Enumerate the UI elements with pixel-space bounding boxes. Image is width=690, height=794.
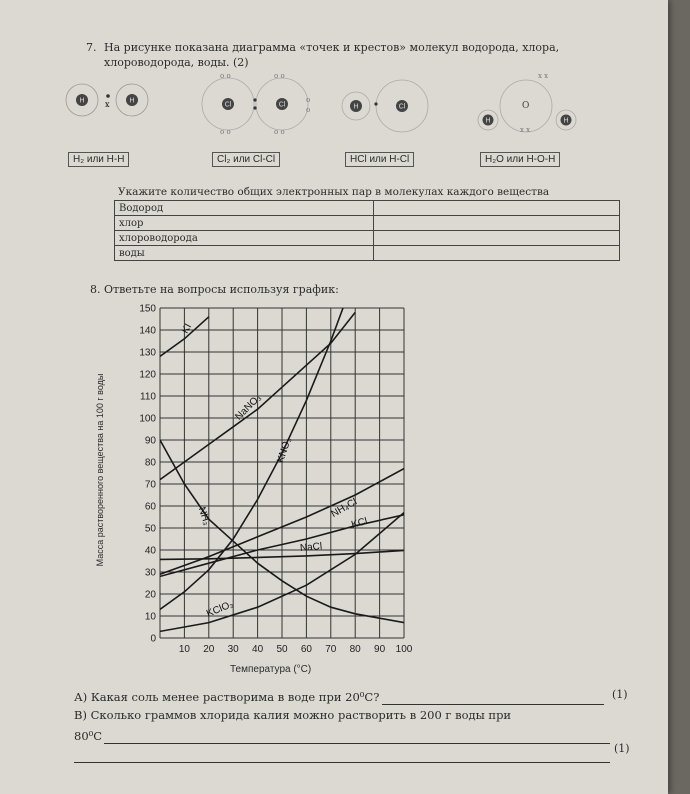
x-tick-label: 10 — [178, 644, 190, 655]
question-7-number: 7. — [86, 41, 97, 54]
x-tick-label: 70 — [325, 644, 337, 655]
y-tick-label: 90 — [144, 435, 156, 447]
solubility-chart — [110, 298, 413, 655]
cl-atom: Cl — [398, 103, 406, 111]
answer-cell[interactable] — [374, 201, 620, 216]
x-tick-label: 80 — [349, 644, 361, 655]
svg-text:x: x — [105, 100, 110, 109]
answer-line-a[interactable] — [382, 704, 604, 705]
h2o-diagram — [478, 72, 576, 134]
series-label: NaCl — [299, 541, 323, 554]
svg-text:x x: x x — [520, 126, 531, 134]
svg-text:o o: o o — [220, 128, 231, 136]
h-atom: H — [485, 117, 491, 125]
question-7 — [86, 40, 574, 70]
y-tick-label: 50 — [144, 523, 156, 535]
svg-text:o o: o o — [220, 72, 231, 80]
x-tick-label: 100 — [395, 644, 413, 655]
formula-cl2: Cl₂ или Cl-Cl — [212, 152, 280, 167]
y-tick-label: 120 — [139, 369, 156, 381]
h-atom: H — [353, 103, 359, 111]
answer-line-b2[interactable] — [74, 762, 610, 763]
answer-cell[interactable] — [374, 216, 620, 231]
question-8a: А) Какая соль менее растворима в воде при 20⁰С? — [74, 690, 380, 704]
cl2-diagram — [202, 72, 310, 136]
row-label: воды — [115, 246, 374, 261]
row-label: хлор — [115, 216, 374, 231]
y-tick-label: 110 — [140, 391, 156, 403]
cl-atom: Cl — [224, 101, 232, 109]
svg-text:o: o — [306, 106, 311, 114]
question-8-text: Ответьте на вопросы используя график: — [104, 283, 339, 296]
h-atom: H — [79, 97, 85, 105]
h2-diagram — [66, 84, 148, 116]
svg-text:o o: o o — [274, 128, 285, 136]
h-atom: H — [129, 97, 135, 105]
question-7-text: На рисунке показана диаграмма «точек и крестов» молекул водорода, хлора, хлороводорода, воды. (2) — [104, 41, 560, 69]
svg-text:o: o — [306, 96, 311, 104]
formula-h2o: H₂O или H-O-H — [480, 152, 560, 167]
y-tick-label: 60 — [144, 501, 156, 513]
y-tick-label: 140 — [139, 325, 156, 337]
mark-b: (1) — [614, 742, 630, 755]
series-label: NaNO₃ — [233, 392, 264, 423]
mark-a: (1) — [612, 688, 628, 701]
question-8b-temp: 80⁰С — [74, 729, 103, 743]
question-8-number: 8. — [90, 283, 101, 296]
x-axis-label: Температура (°С) — [230, 664, 312, 675]
series-label: KCl — [350, 515, 369, 531]
series-label: NH₃ — [195, 505, 212, 527]
y-tick-label: 10 — [144, 611, 156, 623]
row-label: хлороводорода — [115, 231, 374, 246]
y-axis-label: Масса растворенного вещества на 100 г воды — [95, 373, 105, 567]
series-label: KNO₃ — [275, 436, 294, 465]
x-tick-label: 50 — [276, 644, 288, 655]
hcl-diagram — [342, 80, 428, 132]
y-tick-label: 150 — [139, 303, 156, 315]
y-tick-label: 30 — [144, 567, 156, 579]
question-8 — [90, 283, 339, 296]
answer-cell[interactable] — [374, 246, 620, 261]
y-tick-label: 70 — [144, 479, 156, 491]
y-tick-label: 100 — [139, 413, 156, 425]
question-7-instruction: Укажите количество общих электронных пар в молекулах каждого вещества — [118, 186, 550, 198]
formula-hcl: HCl или H-Cl — [345, 152, 414, 167]
row-label: Водород — [115, 201, 374, 216]
series-label: KClO₃ — [205, 598, 236, 620]
table-row — [115, 201, 620, 216]
y-tick-label: 0 — [150, 633, 156, 645]
cl-atom: Cl — [278, 101, 286, 109]
x-tick-label: 60 — [300, 644, 312, 655]
svg-text:x x: x x — [538, 72, 549, 80]
table-row — [115, 246, 620, 261]
y-tick-label: 40 — [144, 545, 156, 557]
answer-table — [114, 200, 620, 261]
question-8b: В) Сколько граммов хлорида калия можно растворить в 200 г воды при — [74, 708, 512, 722]
h-atom: H — [563, 117, 569, 125]
series-label: KI — [179, 322, 195, 336]
answer-line-b1[interactable] — [104, 743, 610, 744]
o-atom: O — [522, 101, 530, 111]
svg-text:o o: o o — [274, 72, 285, 80]
x-tick-label: 20 — [203, 644, 215, 655]
series-label: NH₄Cl — [329, 496, 360, 520]
y-tick-label: 20 — [144, 589, 156, 601]
x-tick-label: 90 — [374, 644, 386, 655]
x-tick-label: 40 — [252, 644, 264, 655]
table-row — [115, 216, 620, 231]
answer-cell[interactable] — [374, 231, 620, 246]
y-tick-label: 80 — [144, 457, 156, 469]
x-tick-label: 30 — [227, 644, 239, 655]
table-row — [115, 231, 620, 246]
formula-h2: H₂ или H-H — [68, 152, 129, 167]
y-tick-label: 130 — [139, 347, 156, 359]
